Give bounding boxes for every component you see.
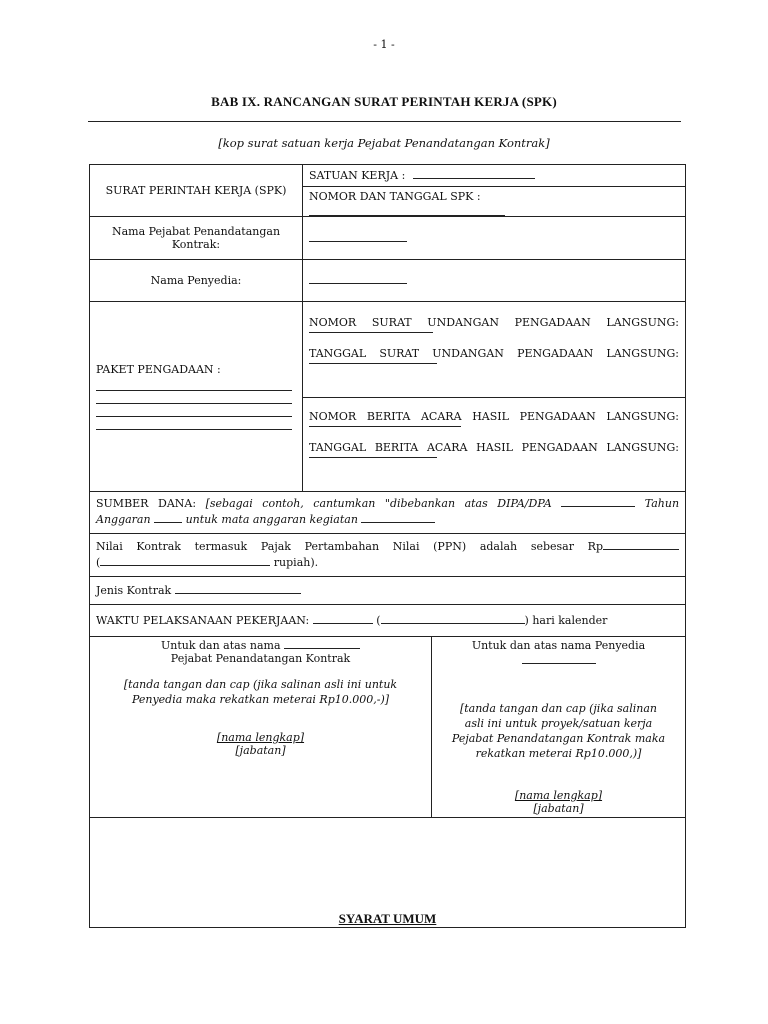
sumber-dana-label: SUMBER DANA:	[96, 497, 197, 510]
jenis-kontrak-label: Jenis Kontrak	[96, 584, 172, 597]
sign-left-line2: Pejabat Penandatangan Kontrak	[170, 652, 351, 665]
spk-header-row	[90, 165, 686, 217]
paket-row	[90, 302, 686, 492]
nomor-tanggal-blank[interactable]	[309, 203, 505, 216]
waktu-open-paren: (	[376, 614, 381, 627]
penyedia-label: Nama Penyedia:	[150, 274, 242, 287]
paket-details-cell	[303, 302, 686, 492]
pejabat-row	[90, 217, 686, 260]
spk-details-cell	[303, 165, 686, 217]
page-number: - 1 -	[373, 38, 395, 51]
tanggal-undangan-label: TANGGAL SURAT UNDANGAN PENGADAAN LANGSUNG:	[309, 347, 679, 360]
spk-label: SURAT PERINTAH KERJA (SPK)	[105, 184, 287, 197]
sign-left-jabatan: [jabatan]	[235, 744, 286, 757]
tanggal-undangan-blank[interactable]	[309, 362, 437, 364]
nomor-undangan-label: NOMOR SURAT UNDANGAN PENGADAAN LANGSUNG:	[309, 316, 679, 329]
tahun-blank[interactable]	[154, 521, 182, 523]
undangan-block	[303, 302, 685, 398]
nomor-tanggal-label: NOMOR DAN TANGGAL SPK :	[309, 190, 481, 203]
paket-line-4[interactable]	[96, 417, 292, 430]
waktu-row	[90, 605, 686, 637]
sumber-dana-cell	[90, 492, 686, 534]
penyedia-value-cell	[303, 260, 686, 302]
paket-label: PAKET PENGADAAN :	[96, 363, 221, 376]
nilai-kontrak-row	[90, 534, 686, 577]
sign-right-jabatan: [jabatan]	[533, 802, 584, 815]
penyedia-row	[90, 260, 686, 302]
sumber-dana-text-4: untuk mata anggaran kegiatan	[185, 513, 358, 526]
terbilang-blank[interactable]	[100, 564, 270, 566]
pejabat-label-cell	[90, 217, 303, 260]
sign-right-cell	[432, 637, 686, 818]
nomor-ba-blank[interactable]	[309, 425, 461, 427]
spk-form-table	[89, 164, 686, 928]
signature-row	[90, 637, 686, 818]
paket-line-2[interactable]	[96, 391, 292, 404]
sumber-dana-row	[90, 492, 686, 534]
pejabat-value-cell	[303, 217, 686, 260]
sumber-dana-text-1: [sebagai contoh, cantumkan "dibebankan atas DIPA/DPA	[205, 497, 552, 510]
sign-left-ttd: [tanda tangan dan cap (jika salinan asli ini untuk Penyedia maka rekatkan meterai Rp10.000,-)]	[123, 678, 398, 706]
syarat-umum-cell	[90, 818, 686, 928]
waktu-terbilang-blank[interactable]	[381, 622, 525, 624]
penyedia-blank[interactable]	[309, 282, 407, 284]
berita-acara-block	[303, 398, 685, 458]
nomor-tanggal-field	[303, 187, 685, 216]
syarat-umum-row	[90, 818, 686, 928]
pejabat-blank[interactable]	[309, 240, 407, 242]
paket-label-cell	[90, 302, 303, 492]
sumber-dana-text-3: Anggaran	[96, 513, 151, 526]
jenis-kontrak-blank[interactable]	[175, 592, 301, 594]
sign-left-cell	[90, 637, 432, 818]
nilai-rp-blank[interactable]	[603, 548, 679, 550]
nilai-open-paren: (	[96, 556, 101, 569]
spk-label-cell	[90, 165, 303, 217]
nilai-kontrak-cell	[90, 534, 686, 577]
nomor-ba-label: NOMOR BERITA ACARA HASIL PENGADAAN LANGSUNG:	[309, 410, 679, 423]
waktu-label: WAKTU PELAKSANAAN PEKERJAAN:	[96, 614, 310, 627]
waktu-cell	[90, 605, 686, 637]
pejabat-label: Nama Pejabat Penandatangan Kontrak:	[111, 225, 281, 251]
jenis-kontrak-cell	[90, 577, 686, 605]
tanggal-ba-label: TANGGAL BERITA ACARA HASIL PENGADAAN LANGSUNG:	[309, 441, 679, 454]
syarat-umum-heading: SYARAT UMUM	[338, 911, 437, 926]
waktu-hari-kalender: ) hari kalender	[524, 614, 608, 627]
satuan-kerja-blank[interactable]	[413, 177, 535, 179]
nilai-kontrak-label: Nilai Kontrak termasuk Pajak Pertambahan Nilai (PPN) adalah sebesar Rp	[96, 540, 603, 553]
sign-right-nama: [nama lengkap]	[514, 789, 603, 802]
satuan-kerja-label: SATUAN KERJA :	[309, 169, 406, 182]
tanggal-ba-blank[interactable]	[309, 456, 437, 458]
penyedia-label-cell	[90, 260, 303, 302]
satuan-kerja-field	[303, 165, 685, 187]
dipa-blank[interactable]	[561, 505, 635, 507]
nilai-rupiah-text: rupiah).	[273, 556, 319, 569]
sign-right-line1: Untuk dan atas nama Penyedia	[471, 639, 646, 652]
waktu-blank[interactable]	[313, 622, 373, 624]
kop-note: [kop surat satuan kerja Pejabat Penandatangan Kontrak]	[218, 136, 550, 150]
sign-left-nama: [nama lengkap]	[216, 731, 305, 744]
paket-line-1[interactable]	[96, 378, 292, 391]
sign-right-blank[interactable]	[522, 662, 596, 664]
paket-line-3[interactable]	[96, 404, 292, 417]
sign-left-line1: Untuk dan atas nama	[160, 639, 281, 652]
page-title: BAB IX. RANCANGAN SURAT PERINTAH KERJA (SPK)	[211, 94, 557, 109]
mata-anggaran-blank[interactable]	[361, 521, 435, 523]
title-divider	[88, 121, 681, 122]
nomor-undangan-blank[interactable]	[309, 331, 433, 333]
jenis-kontrak-row	[90, 577, 686, 605]
sumber-dana-text-2: Tahun	[644, 497, 680, 510]
sign-left-blank[interactable]	[284, 647, 360, 649]
sign-right-ttd: [tanda tangan dan cap (jika salinan asli ini untuk proyek/satuan kerja Pejabat Penandatangan Kontrak maka rekatkan meterai Rp10.000,)]	[451, 702, 666, 760]
